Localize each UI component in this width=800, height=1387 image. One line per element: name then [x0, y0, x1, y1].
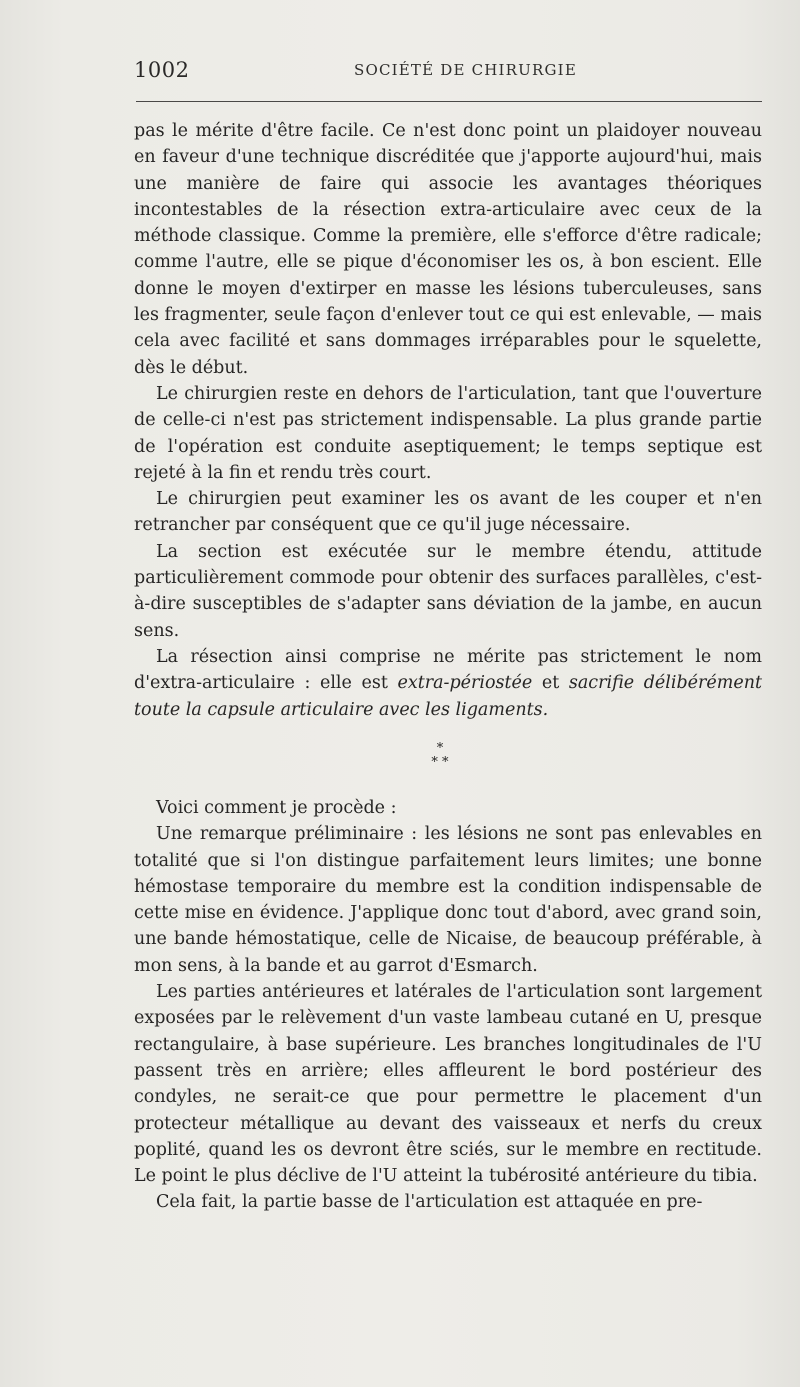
paragraph: Les parties antérieures et latérales de l'articulation sont largement exposées par le relèvement d'un vaste lambeau cutané en U, presque rectangulaire, à base supérieure. Les branches longitudinales de l'U passent très en arrière; elles affleurent le bord postérieur des condyles, ne serait-ce que pour permettre le placement d'un protecteur métallique au devant des vaisseaux et nerfs du creux poplité, quand les os devront être sciés, sur le membre en rectitude. Le point le plus déclive de l'U atteint la tubérosité antérieure du tibia.	[134, 982, 762, 1187]
paragraph-intro: Voici comment je procède :	[156, 798, 397, 818]
paragraph: La section est exécutée sur le membre étendu, attitude particulièrement commode pour obtenir des surfaces parallèles, c'est-à-dire susceptibles de s'adapter sans déviation de la jambe, en aucun sens.	[134, 541, 762, 641]
page-header	[134, 58, 762, 88]
italic-text: sacrifie délibérément toute la capsule articulaire avec les ligaments.	[134, 673, 763, 720]
text-run: et	[532, 673, 569, 694]
page-number: 1002	[134, 58, 190, 82]
running-title: SOCIÉTÉ DE CHIRURGIE	[354, 61, 577, 79]
paragraph: Cela fait, la partie basse de l'articulation est attaquée en pre-	[156, 1192, 703, 1213]
section-two-text	[134, 795, 762, 1216]
header-rule	[136, 101, 762, 102]
asterism-divider	[420, 742, 460, 770]
paragraph-continuation: pas le mérite d'être facile. Ce n'est donc point un plaidoyer nouveau en faveur d'une technique discréditée que j'apporte aujourd'hui, mais une manière de faire qui associe les avantages théoriques incontestables de la résection extra-articulaire avec ceux de la méthode classique. Comme la première, elle s'efforce d'être radicale; comme l'autre, elle se pique d'économiser les os, à bon escient. Elle donne le moyen d'extirper en masse les lésions tuberculeuses, sans les fragmenter, seule façon d'enlever tout ce qui est enlevable, — mais cela avec facilité et sans dommages irréparables pour le squelette, dès le début.	[134, 121, 762, 378]
section-one-text	[134, 118, 762, 723]
paragraph: Le chirurgien reste en dehors de l'articulation, tant que l'ouverture de celle-ci n'est pas strictement indispensable. La plus grande partie de l'opération est conduite aseptiquement; le temps septique est rejeté à la fin et rendu très court.	[134, 383, 762, 483]
italic-text: extra-périostée	[397, 673, 533, 694]
asterism-bottom: * *	[431, 755, 449, 770]
paragraph-extra-periostee	[134, 644, 762, 723]
paragraph: Le chirurgien peut examiner les os avant de les couper et n'en retrancher par conséquent que ce qu'il juge nécessaire.	[134, 489, 762, 536]
paragraph: Une remarque préliminaire : les lésions ne sont pas enlevables en totalité que si l'on distingue parfaitement leurs limites; une bonne hémostase temporaire du membre est la condition indispensable de cette mise en évidence. J'applique donc tout d'abord, avec grand soin, une bande hémostatique, celle de Nicaise, de beaucoup préférable, à mon sens, à la bande et au garrot d'Esmarch.	[134, 824, 762, 976]
text-run: La résection ainsi comprise ne mérite pas strictement le nom d'extra-articulaire : elle est	[134, 646, 762, 694]
asterism-top: *	[436, 741, 444, 756]
